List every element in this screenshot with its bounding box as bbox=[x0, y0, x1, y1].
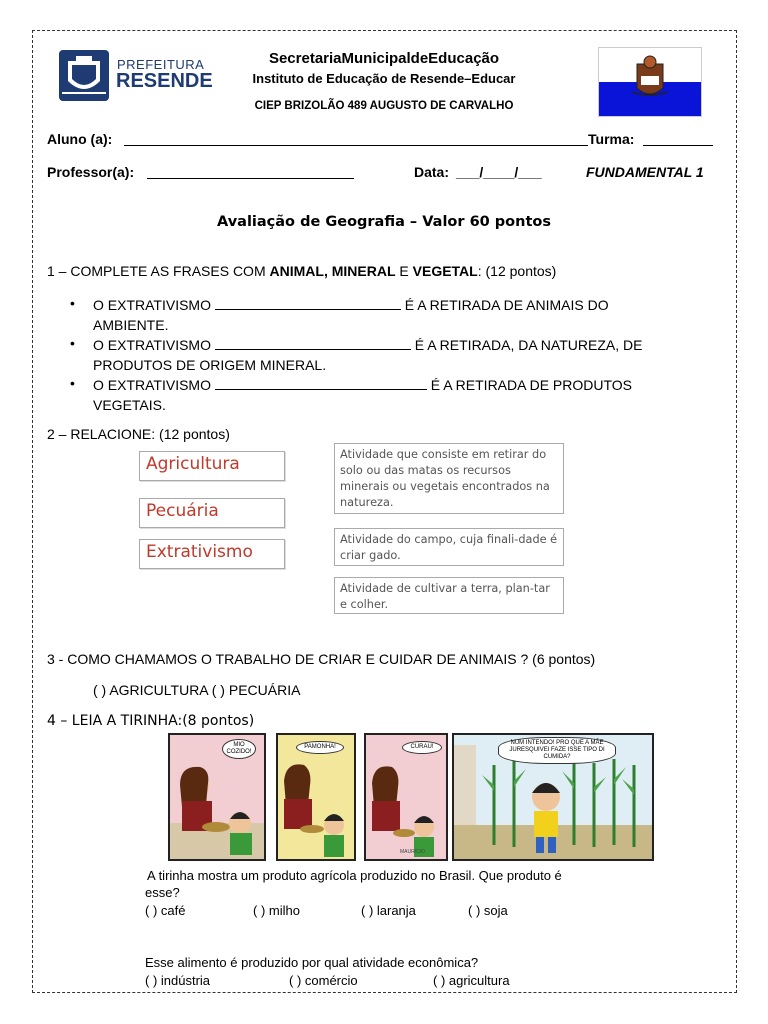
q1-blank-1[interactable] bbox=[215, 297, 401, 310]
logo-line2: RESENDE bbox=[116, 70, 213, 92]
turma-label: Turma: bbox=[588, 131, 635, 147]
comic-strip bbox=[148, 733, 654, 863]
comic-panel-3 bbox=[364, 733, 448, 861]
q1-item-3 bbox=[93, 375, 703, 415]
q1-label bbox=[47, 263, 556, 279]
comic-art-3 bbox=[366, 735, 446, 859]
bullet-icon: • bbox=[70, 295, 75, 311]
q1-item-3-start: O EXTRATIVISMO bbox=[93, 377, 211, 393]
q1-item-2-end: É A RETIRADA, DA NATUREZA, DE bbox=[414, 337, 643, 353]
q1-prefix: 1 – COMPLETE AS FRASES COM bbox=[47, 263, 270, 279]
aluno-field[interactable] bbox=[124, 133, 588, 146]
header-subtitle: Instituto de Educação de Resende–Educar bbox=[252, 71, 516, 86]
header-school: CIEP BRIZOLÃO 489 AUGUSTO DE CARVALHO bbox=[254, 100, 514, 112]
q1-word-vegetal: VEGETAL bbox=[412, 263, 478, 279]
comic-panel-2 bbox=[276, 733, 356, 861]
q3-label: 3 - COMO CHAMAMOS O TRABALHO DE CRIAR E CUIDAR DE ANIMAIS ? (6 pontos) bbox=[47, 651, 596, 667]
q4-option-comercio[interactable]: ( ) comércio bbox=[289, 973, 358, 988]
q1-item-3-cont: VEGETAIS. bbox=[93, 397, 166, 413]
exam-title: Avaliação de Geografia – Valor 60 pontos bbox=[217, 214, 551, 230]
q4-option-milho[interactable]: ( ) milho bbox=[253, 903, 300, 918]
q1-item-3-end: É A RETIRADA DE PRODUTOS bbox=[430, 377, 633, 393]
term-extrativismo: Extrativismo bbox=[139, 539, 285, 569]
q4-option-laranja[interactable]: ( ) laranja bbox=[361, 903, 416, 918]
q1-item-2 bbox=[93, 335, 703, 375]
bubble-4: NUM INTENDO! PRO QUE A MÃE JURESQUIVEI FAZE ISSE TIPO DI CUMIDA? bbox=[498, 737, 616, 764]
bubble-2: PAMONHA! bbox=[296, 741, 344, 754]
q4-option-soja[interactable]: ( ) soja bbox=[468, 903, 508, 918]
term-agricultura: Agricultura bbox=[139, 451, 285, 481]
q1-word-animal: ANIMAL bbox=[269, 263, 324, 279]
turma-field[interactable] bbox=[643, 133, 713, 146]
q1-sep2: E bbox=[395, 263, 413, 279]
q1-item-1-cont: AMBIENTE. bbox=[93, 317, 169, 333]
comic-panel-1 bbox=[168, 733, 266, 861]
q1-sep1: , bbox=[323, 263, 332, 279]
q1-item-2-cont: PRODUTOS DE ORIGEM MINERAL. bbox=[93, 357, 327, 373]
bubble-3: CURAU! bbox=[402, 741, 442, 754]
comic-signature: MAURICIO bbox=[400, 849, 425, 855]
level-label: FUNDAMENTAL 1 bbox=[586, 164, 704, 180]
q4-option-cafe[interactable]: ( ) café bbox=[145, 903, 186, 918]
aluno-label: Aluno (a): bbox=[47, 131, 113, 147]
comic-panel-4 bbox=[452, 733, 654, 861]
q4-label: 4 – LEIA A TIRINHA:(8 pontos) bbox=[47, 713, 255, 729]
professor-field[interactable] bbox=[147, 166, 354, 179]
q3-options[interactable]: ( ) AGRICULTURA ( ) PECUÁRIA bbox=[93, 682, 301, 698]
q4-option-agricultura[interactable]: ( ) agricultura bbox=[433, 973, 510, 988]
data-field[interactable]: ___/____/___ bbox=[456, 164, 542, 180]
q4-option-industria[interactable]: ( ) indústria bbox=[145, 973, 211, 988]
q1-item-1-end: É A RETIRADA DE ANIMAIS DO bbox=[404, 297, 609, 313]
q1-item-2-start: O EXTRATIVISMO bbox=[93, 337, 211, 353]
q4-question1-line2: esse? bbox=[145, 885, 180, 900]
professor-label: Professor(a): bbox=[47, 164, 135, 180]
definition-1: Atividade que consiste em retirar do solo ou das matas os recursos minerais ou vegetais encontrados na natureza. bbox=[334, 443, 564, 514]
definition-2: Atividade do campo, cuja finali-dade é criar gado. bbox=[334, 528, 564, 566]
header-title: SecretariaMunicipaldeEducação bbox=[268, 50, 500, 67]
q2-label: 2 – RELACIONE: (12 pontos) bbox=[47, 426, 230, 442]
term-pecuaria: Pecuária bbox=[139, 498, 285, 528]
q1-blank-3[interactable] bbox=[215, 377, 427, 390]
q1-suffix: : (12 pontos) bbox=[477, 263, 557, 279]
q1-word-mineral: MINERAL bbox=[331, 263, 396, 279]
q1-item-1 bbox=[93, 295, 703, 335]
bubble-1: MIO COZIDO! bbox=[222, 739, 256, 759]
logo-line1: PREFEITURA bbox=[117, 57, 205, 72]
definition-3: Atividade de cultivar a terra, plan-tar e colher. bbox=[334, 577, 564, 614]
q1-item-1-start: O EXTRATIVISMO bbox=[93, 297, 211, 313]
q4-question1-line1: A tirinha mostra um produto agrícola produzido no Brasil. Que produto é bbox=[147, 868, 562, 883]
q4-question2: Esse alimento é produzido por qual atividade econômica? bbox=[145, 955, 479, 970]
data-label: Data: bbox=[414, 164, 450, 180]
bullet-icon: • bbox=[70, 375, 75, 391]
bullet-icon: • bbox=[70, 335, 75, 351]
q1-blank-2[interactable] bbox=[215, 337, 411, 350]
